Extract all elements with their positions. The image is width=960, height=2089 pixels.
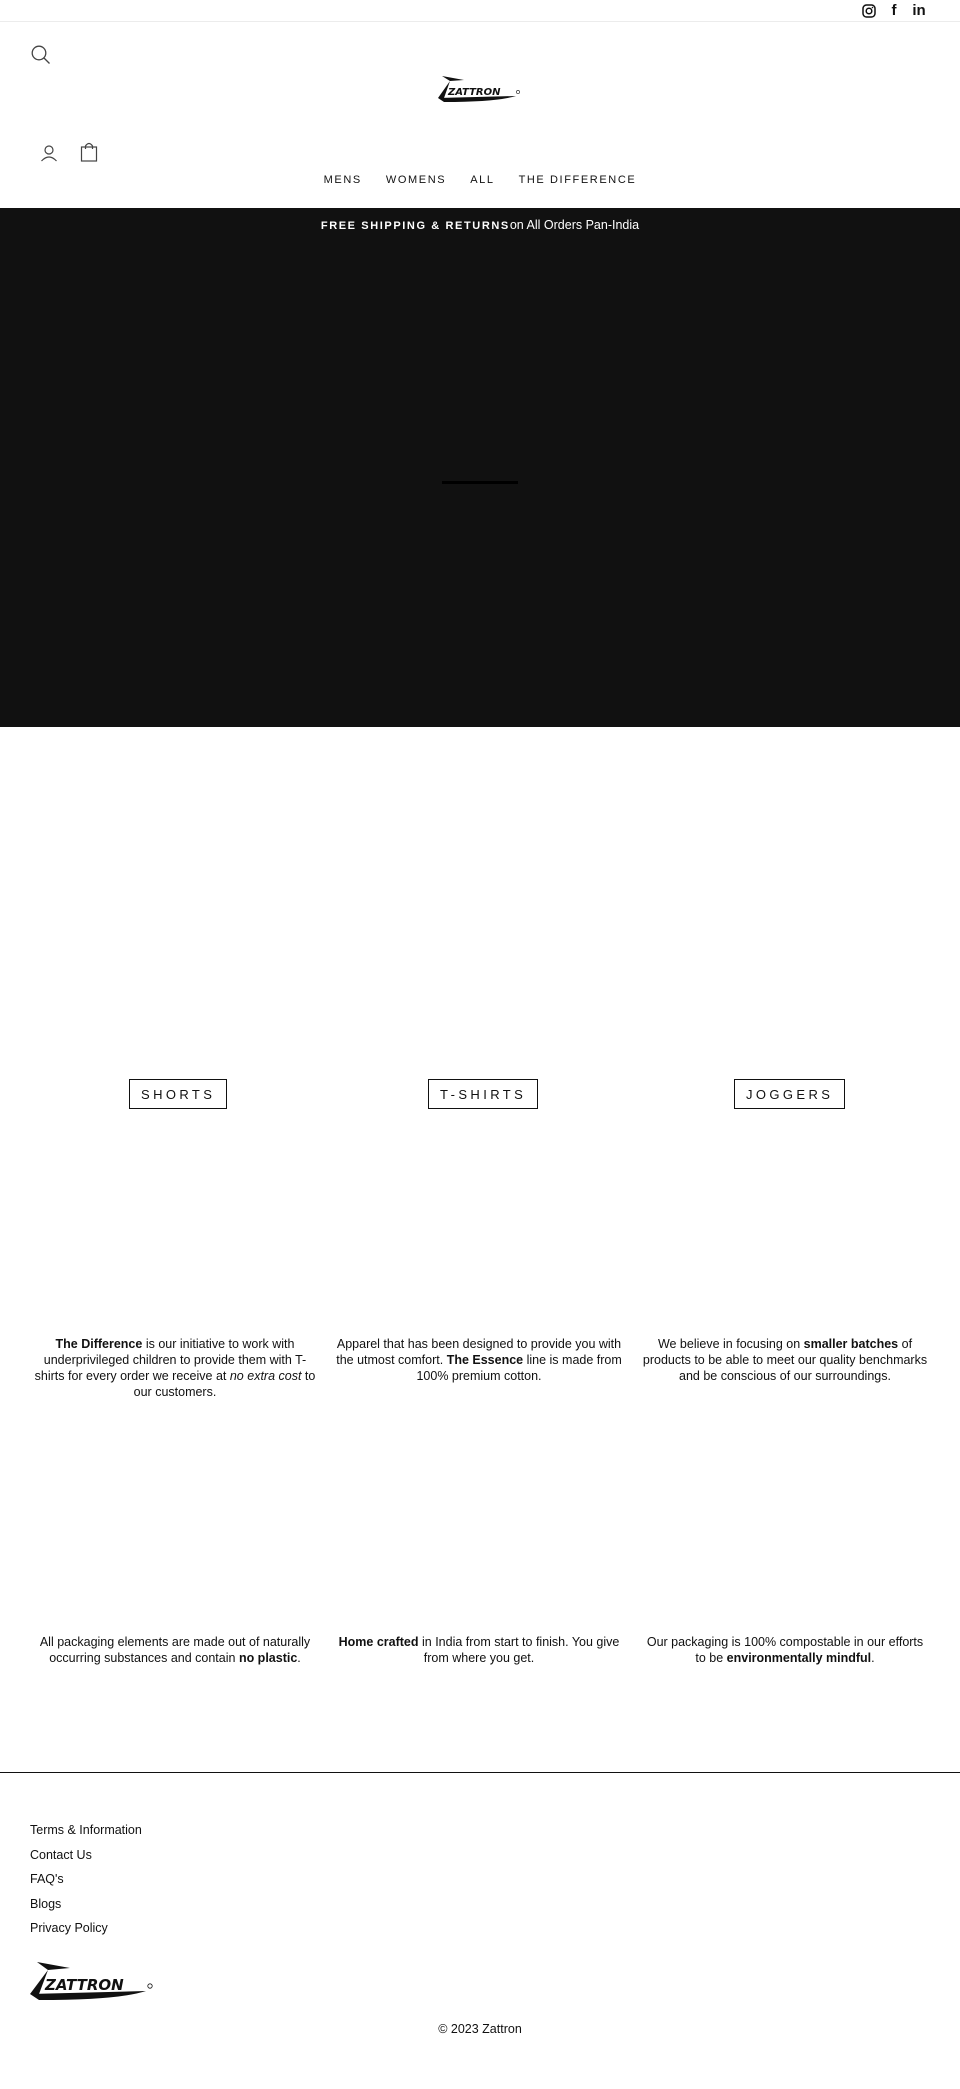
collection-links <box>0 1079 960 1109</box>
svg-text:ZATTRON: ZATTRON <box>45 1976 124 1994</box>
info-text-segment: environmentally mindful <box>726 1651 872 1665</box>
info-difference <box>30 1336 320 1400</box>
collection-joggers-button[interactable]: JOGGERS <box>734 1079 845 1109</box>
footer-link-privacy[interactable]: Privacy Policy <box>30 1921 108 1936</box>
facebook-icon[interactable]: f <box>891 2 897 19</box>
social-bar <box>0 0 960 22</box>
account-icon[interactable] <box>40 144 58 162</box>
info-text-segment: All packaging elements are made out of naturally occurring substances and contain <box>39 1635 311 1665</box>
footer-link-terms[interactable]: Terms & Information <box>30 1823 142 1837</box>
announcement-bold: FREE SHIPPING & RETURNS <box>320 220 510 232</box>
cart-icon[interactable] <box>80 142 98 162</box>
footer-logo[interactable] <box>28 1960 156 2002</box>
collection-tshirts-button[interactable]: T-SHIRTS <box>428 1079 538 1109</box>
info-text-segment: no plastic <box>238 1651 298 1665</box>
info-text-segment: . <box>297 1651 301 1665</box>
info-home-crafted <box>334 1634 624 1666</box>
announcement-text: on All Orders Pan-India <box>509 218 640 232</box>
instagram-icon[interactable] <box>861 3 877 19</box>
info-text-segment: . <box>871 1651 875 1665</box>
info-text-segment: The Difference <box>55 1337 143 1351</box>
hero-slide-indicator[interactable] <box>442 481 518 484</box>
info-text-segment: no extra cost <box>229 1369 302 1383</box>
svg-text:ZATTRON: ZATTRON <box>448 87 501 98</box>
nav-womens[interactable]: WOMENS <box>385 174 447 186</box>
footer-link-blogs[interactable]: Blogs <box>30 1896 62 1911</box>
nav-mens[interactable]: MENS <box>323 174 362 186</box>
info-text-segment: smaller batches <box>803 1337 899 1351</box>
info-text-segment: Our packaging is 100% compostable in our efforts to be <box>646 1635 924 1665</box>
search-icon[interactable] <box>30 44 52 66</box>
site-header <box>0 22 960 208</box>
info-text-segment: line is made from 100% premium cotton. <box>416 1353 622 1383</box>
copyright: © 2023 Zattron <box>438 2022 522 2036</box>
info-compostable <box>640 1634 930 1666</box>
linkedin-icon[interactable]: in <box>912 2 926 19</box>
footer-divider <box>0 1772 960 1773</box>
info-essence <box>334 1336 624 1384</box>
hero-banner <box>0 208 960 727</box>
footer-link-contact[interactable]: Contact Us <box>30 1847 92 1862</box>
footer-links <box>30 1822 142 1945</box>
social-icons <box>861 3 927 19</box>
info-text-segment: The Essence <box>446 1353 524 1367</box>
nav-all[interactable]: ALL <box>470 174 495 186</box>
info-text-segment: Home crafted <box>338 1635 419 1649</box>
info-text-segment: to our customers. <box>133 1369 316 1399</box>
info-no-plastic <box>30 1634 320 1666</box>
info-text-segment: of products to be able to meet our quality benchmarks and be conscious of our surroundings. <box>642 1337 928 1383</box>
main-nav <box>0 174 960 186</box>
site-logo[interactable] <box>436 74 522 104</box>
footer-link-faqs[interactable]: FAQ's <box>30 1872 64 1887</box>
announcement-bar <box>0 218 960 232</box>
info-text-segment: We believe in focusing on <box>657 1337 804 1351</box>
collection-shorts-button[interactable]: SHORTS <box>129 1079 227 1109</box>
info-text-segment: in India from start to finish. You give from where you get. <box>418 1635 620 1665</box>
info-text-segment: Apparel that has been designed to provide you with the utmost comfort. <box>336 1337 622 1367</box>
info-text-segment: is our initiative to work with underprivileged children to provide them with T-shirts for every order we receive at <box>34 1337 307 1383</box>
info-small-batches <box>640 1336 930 1384</box>
nav-the-difference[interactable]: THE DIFFERENCE <box>518 174 637 186</box>
